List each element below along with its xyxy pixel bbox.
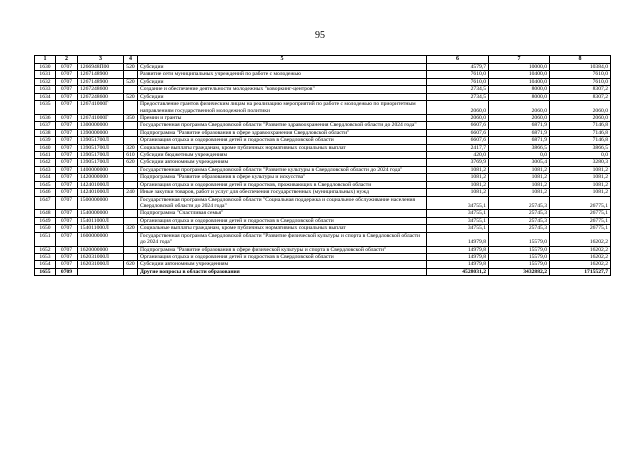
table-row <box>35 71 611 78</box>
cell-v8: 16202,2 <box>550 246 611 253</box>
cell-vr: 520 <box>124 78 138 85</box>
cell-v8: 1081,2 <box>550 189 611 196</box>
cell-name: Социальные выплаты гражданам, кроме публичных нормативных социальных выплат <box>138 225 427 232</box>
cell-code: 126741000Г <box>78 114 124 121</box>
cell-sec: 0707 <box>56 210 78 217</box>
cell-sec: 0707 <box>56 101 78 115</box>
col-header: 2 <box>56 56 78 64</box>
cell-vr <box>124 129 138 136</box>
cell-v7: 10400,0 <box>489 71 550 78</box>
cell-n: 1652 <box>35 246 56 253</box>
cell-sec: 0707 <box>56 78 78 85</box>
table-row <box>35 101 611 115</box>
cell-v8: 1081,2 <box>550 181 611 188</box>
cell-v6: 7610,0 <box>427 71 489 78</box>
cell-name: Государственная программа Свердловской области "Развитие физической культуры и спорта в Свердловской области до 2024 года" <box>138 232 427 246</box>
cell-code: 1420000000 <box>78 174 124 181</box>
cell-vr: 240 <box>124 189 138 196</box>
cell-name: Субсидии <box>138 93 427 100</box>
cell-code: 162031000Л <box>78 253 124 260</box>
cell-v7: 8000,0 <box>489 93 550 100</box>
cell-n: 1643 <box>35 166 56 173</box>
cell-v6: 6607,6 <box>427 129 489 136</box>
cell-v8: 26775,1 <box>550 217 611 224</box>
cell-sec: 0707 <box>56 253 78 260</box>
cell-code: 142401000Л <box>78 181 124 188</box>
cell-name: Государственная программа Свердловской области "Социальная поддержка и социальное обслуживание населения Свердловской области до 2024 года" <box>138 196 427 210</box>
cell-sec: 0707 <box>56 71 78 78</box>
cell-v7: 25745,3 <box>489 196 550 210</box>
cell-sec: 0707 <box>56 144 78 151</box>
cell-sec: 0707 <box>56 114 78 121</box>
cell-v7: 1081,2 <box>489 181 550 188</box>
cell-v6: 34755,1 <box>427 210 489 217</box>
cell-name: Организация отдыха и оздоровления детей и подростков в Свердловской области <box>138 217 427 224</box>
cell-code: 1540000000 <box>78 210 124 217</box>
cell-n: 1648 <box>35 210 56 217</box>
cell-code: 142401000Л <box>78 189 124 196</box>
cell-sec: 0707 <box>56 261 78 268</box>
cell-v8: 1081,2 <box>550 166 611 173</box>
table-row <box>35 129 611 136</box>
cell-vr <box>124 246 138 253</box>
table-row <box>35 137 611 144</box>
cell-code: 139051700Л <box>78 159 124 166</box>
cell-v7: 25745,3 <box>489 225 550 232</box>
cell-v7: 0,0 <box>489 152 550 159</box>
cell-v7: 15579,0 <box>489 261 550 268</box>
cell-code: 1267148900 <box>78 78 124 85</box>
cell-v6: 14979,8 <box>427 261 489 268</box>
cell-name: Организация отдыха и оздоровления детей и подростков в Свердловской области <box>138 137 427 144</box>
cell-v6: 2734,5 <box>427 86 489 93</box>
cell-v7: 25745,3 <box>489 217 550 224</box>
cell-sec: 0707 <box>56 93 78 100</box>
cell-v6: 7610,0 <box>427 78 489 85</box>
header-row <box>35 56 611 64</box>
cell-n: 1644 <box>35 174 56 181</box>
cell-v8: 2060,0 <box>550 114 611 121</box>
cell-v7: 15579,0 <box>489 246 550 253</box>
cell-name: Социальные выплаты гражданам, кроме публичных нормативных социальных выплат <box>138 144 427 151</box>
cell-name: Субсидии <box>138 78 427 85</box>
page-number: 95 <box>315 30 325 41</box>
table-row <box>35 159 611 166</box>
cell-name: Организация отдыха и оздоровления детей и подростков в Свердловской области <box>138 253 427 260</box>
cell-name: Подпрограмма "Развитие образования в сфере здравоохранения Свердловской области" <box>138 129 427 136</box>
cell-code: 139051700Л <box>78 137 124 144</box>
cell-v7: 2060,0 <box>489 114 550 121</box>
col-header: 3 <box>78 56 124 64</box>
cell-vr <box>124 253 138 260</box>
cell-vr <box>124 86 138 93</box>
cell-n: 1630 <box>35 64 56 71</box>
cell-v8: 26775,1 <box>550 196 611 210</box>
cell-sec: 0707 <box>56 217 78 224</box>
cell-vr: 620 <box>124 261 138 268</box>
cell-sec: 0707 <box>56 196 78 210</box>
cell-v8: 1715527,7 <box>550 268 611 275</box>
cell-n: 1640 <box>35 144 56 151</box>
cell-v8: 8307,2 <box>550 93 611 100</box>
cell-v6: 6607,6 <box>427 122 489 129</box>
cell-v8: 1081,2 <box>550 174 611 181</box>
cell-n: 1653 <box>35 253 56 260</box>
cell-v6: 1081,2 <box>427 166 489 173</box>
cell-name: Подпрограмма "Развитие образования в сфере культуры и искусства" <box>138 174 427 181</box>
cell-vr <box>124 217 138 224</box>
table-row <box>35 225 611 232</box>
cell-code: 1300000000 <box>78 122 124 129</box>
cell-n: 1631 <box>35 71 56 78</box>
cell-sec: 0707 <box>56 159 78 166</box>
cell-v8: 16202,2 <box>550 232 611 246</box>
col-header: 1 <box>35 56 56 64</box>
cell-v8: 16202,2 <box>550 253 611 260</box>
cell-sec: 0707 <box>56 122 78 129</box>
cell-v7: 3005,4 <box>489 159 550 166</box>
cell-sec: 0707 <box>56 181 78 188</box>
cell-sec: 0707 <box>56 232 78 246</box>
cell-sec: 0707 <box>56 189 78 196</box>
cell-v6: 34755,1 <box>427 225 489 232</box>
cell-v8: 7146,8 <box>550 129 611 136</box>
cell-n: 1649 <box>35 217 56 224</box>
cell-sec: 0707 <box>56 166 78 173</box>
cell-vr: 320 <box>124 225 138 232</box>
cell-vr <box>124 196 138 210</box>
cell-v7: 3866,5 <box>489 144 550 151</box>
cell-v7: 2060,0 <box>489 101 550 115</box>
cell-v6: 1081,2 <box>427 181 489 188</box>
cell-vr <box>124 232 138 246</box>
cell-code: 126741000Г <box>78 101 124 115</box>
cell-v8: 7146,8 <box>550 122 611 129</box>
cell-v7: 1081,2 <box>489 174 550 181</box>
cell-code: 1620000000 <box>78 246 124 253</box>
cell-code <box>78 268 124 275</box>
cell-v6: 3769,9 <box>427 159 489 166</box>
table-row <box>35 64 611 71</box>
cell-n: 1646 <box>35 189 56 196</box>
cell-code: 139051700Л <box>78 144 124 151</box>
cell-sec: 0707 <box>56 174 78 181</box>
cell-code: 1400000000 <box>78 166 124 173</box>
cell-name: Предоставление грантов физическим лицам на реализацию мероприятий по работе с молодежью по приоритетным направлениям государственной молодежной политики <box>138 101 427 115</box>
cell-vr: 520 <box>124 64 138 71</box>
col-header: 6 <box>427 56 489 64</box>
cell-n: 1645 <box>35 181 56 188</box>
table-row <box>35 246 611 253</box>
cell-v6: 1081,2 <box>427 189 489 196</box>
cell-n: 1633 <box>35 86 56 93</box>
cell-v6: 2060,0 <box>427 114 489 121</box>
cell-v6: 4528031,2 <box>427 268 489 275</box>
cell-sec: 0707 <box>56 246 78 253</box>
table-row <box>35 86 611 93</box>
cell-v6: 1081,2 <box>427 174 489 181</box>
cell-code: 139051700Л <box>78 152 124 159</box>
table-row <box>35 114 611 121</box>
cell-n: 1641 <box>35 152 56 159</box>
cell-n: 1638 <box>35 129 56 136</box>
cell-v7: 1081,2 <box>489 189 550 196</box>
cell-v8: 16202,2 <box>550 261 611 268</box>
cell-v7: 15579,0 <box>489 232 550 246</box>
table-row <box>35 93 611 100</box>
table-row <box>35 268 611 275</box>
cell-v6: 2060,0 <box>427 101 489 115</box>
cell-n: 1635 <box>35 101 56 115</box>
cell-vr <box>124 268 138 275</box>
cell-v7: 15579,0 <box>489 253 550 260</box>
table-row <box>35 152 611 159</box>
cell-sec: 0707 <box>56 225 78 232</box>
cell-sec: 0707 <box>56 86 78 93</box>
cell-v7: 10400,0 <box>489 78 550 85</box>
cell-name: Другие вопросы в области образования <box>138 268 427 275</box>
table-row <box>35 210 611 217</box>
cell-code: 1500000000 <box>78 196 124 210</box>
cell-vr <box>124 71 138 78</box>
cell-n: 1632 <box>35 78 56 85</box>
table-row <box>35 189 611 196</box>
table-row <box>35 232 611 246</box>
cell-v6: 14979,8 <box>427 232 489 246</box>
cell-code: 154011000Л <box>78 217 124 224</box>
cell-v7: 25745,3 <box>489 210 550 217</box>
cell-name: Развитие сети муниципальных учреждений по работе с молодежью <box>138 71 427 78</box>
cell-code: 1390000000 <box>78 129 124 136</box>
cell-v8: 26775,1 <box>550 210 611 217</box>
cell-n: 1637 <box>35 122 56 129</box>
cell-name: Иные закупки товаров, работ и услуг для обеспечения государственных (муниципальных) нужд <box>138 189 427 196</box>
table-row <box>35 253 611 260</box>
cell-sec: 0707 <box>56 137 78 144</box>
cell-name: Премии и гранты <box>138 114 427 121</box>
cell-v8: 7610,0 <box>550 71 611 78</box>
cell-code: 1600000000 <box>78 232 124 246</box>
cell-vr: 610 <box>124 152 138 159</box>
cell-v8: 10384,0 <box>550 64 611 71</box>
cell-name: Субсидии <box>138 64 427 71</box>
cell-v6: 2734,5 <box>427 93 489 100</box>
cell-name: Государственная программа Свердловской области "Развитие культуры в Свердловской области до 2024 года" <box>138 166 427 173</box>
table-row <box>35 196 611 210</box>
col-header: 4 <box>124 56 138 64</box>
cell-vr <box>124 181 138 188</box>
cell-n: 1655 <box>35 268 56 275</box>
cell-vr <box>124 137 138 144</box>
cell-v6: 14979,8 <box>427 246 489 253</box>
cell-vr: 320 <box>124 144 138 151</box>
cell-vr <box>124 166 138 173</box>
cell-code: 1266948П00 <box>78 64 124 71</box>
cell-v6: 4579,7 <box>427 64 489 71</box>
cell-n: 1647 <box>35 196 56 210</box>
cell-n: 1636 <box>35 114 56 121</box>
table-row <box>35 217 611 224</box>
cell-v6: 6607,6 <box>427 137 489 144</box>
cell-name: Субсидии автономным учреждениям <box>138 159 427 166</box>
cell-v8: 7146,8 <box>550 137 611 144</box>
cell-sec: 0707 <box>56 152 78 159</box>
cell-name: Организация отдыха и оздоровления детей и подростков, проживающих в Свердловской области <box>138 181 427 188</box>
cell-code: 1267148900 <box>78 71 124 78</box>
cell-v6: 14979,8 <box>427 253 489 260</box>
cell-n: 1654 <box>35 261 56 268</box>
cell-name: Создание и обеспечение деятельности молодежных "коворкинг-центров" <box>138 86 427 93</box>
cell-v7: 6871,9 <box>489 122 550 129</box>
cell-n: 1651 <box>35 232 56 246</box>
table-row <box>35 181 611 188</box>
cell-code: 1267248600 <box>78 93 124 100</box>
cell-name: Подпрограмма "Развитие образования в сфере физической культуры и спорта в Свердловской области" <box>138 246 427 253</box>
table-row <box>35 144 611 151</box>
cell-name: Субсидии бюджетным учреждениям <box>138 152 427 159</box>
table-row <box>35 122 611 129</box>
cell-name: Подпрограмма "Счастливая семья" <box>138 210 427 217</box>
cell-v7: 8000,0 <box>489 86 550 93</box>
cell-vr <box>124 174 138 181</box>
cell-v7: 6871,9 <box>489 129 550 136</box>
cell-v6: 2417,7 <box>427 144 489 151</box>
cell-name: Субсидии автономным учреждениям <box>138 261 427 268</box>
cell-code: 1267248600 <box>78 86 124 93</box>
cell-v7: 10000,0 <box>489 64 550 71</box>
cell-v8: 26775,1 <box>550 225 611 232</box>
col-header: 8 <box>550 56 611 64</box>
cell-v8: 3866,5 <box>550 144 611 151</box>
budget-table <box>34 55 611 276</box>
cell-vr <box>124 210 138 217</box>
cell-v8: 2060,0 <box>550 101 611 115</box>
cell-vr: 520 <box>124 93 138 100</box>
cell-n: 1634 <box>35 93 56 100</box>
cell-vr <box>124 101 138 115</box>
cell-v8: 7610,0 <box>550 78 611 85</box>
cell-v6: 420,0 <box>427 152 489 159</box>
col-header: 5 <box>138 56 427 64</box>
cell-vr: 620 <box>124 159 138 166</box>
cell-n: 1642 <box>35 159 56 166</box>
col-header: 7 <box>489 56 550 64</box>
cell-sec: 0707 <box>56 129 78 136</box>
cell-v8: 0,0 <box>550 152 611 159</box>
cell-v7: 6871,9 <box>489 137 550 144</box>
cell-v6: 34755,1 <box>427 217 489 224</box>
cell-v8: 3280,3 <box>550 159 611 166</box>
cell-sec: 0707 <box>56 64 78 71</box>
table-row <box>35 166 611 173</box>
cell-v7: 1081,2 <box>489 166 550 173</box>
cell-code: 154011000Л <box>78 225 124 232</box>
cell-v8: 8307,2 <box>550 86 611 93</box>
table-row <box>35 261 611 268</box>
cell-n: 1639 <box>35 137 56 144</box>
table-row <box>35 174 611 181</box>
cell-sec: 0709 <box>56 268 78 275</box>
cell-name: Государственная программа Свердловской области "Развитие здравоохранения Свердловской области до 2024 года" <box>138 122 427 129</box>
cell-code: 162031000Л <box>78 261 124 268</box>
cell-vr: 350 <box>124 114 138 121</box>
cell-v7: 3432882,2 <box>489 268 550 275</box>
cell-v6: 34755,1 <box>427 196 489 210</box>
cell-n: 1650 <box>35 225 56 232</box>
table-row <box>35 78 611 85</box>
cell-vr <box>124 122 138 129</box>
